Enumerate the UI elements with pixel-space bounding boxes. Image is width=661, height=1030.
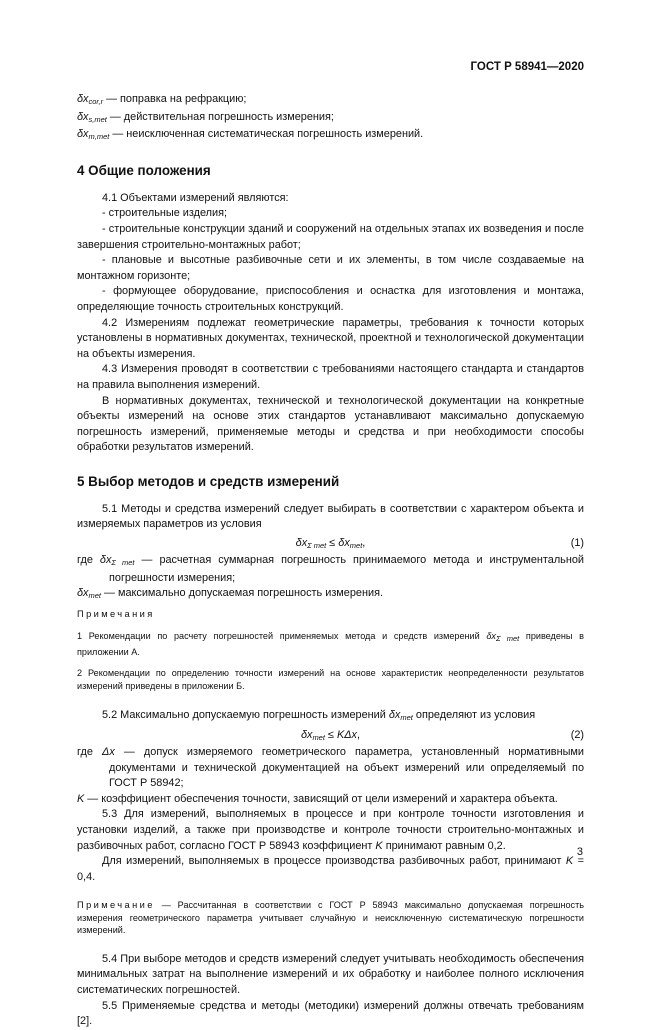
- formula-punct: ,: [357, 729, 361, 742]
- where-word: где: [77, 554, 100, 567]
- section-5-body: [77, 502, 584, 1030]
- paragraph-5-3-b: [77, 854, 584, 885]
- symbol: δx: [77, 128, 89, 141]
- paragraph-text: принимают равным 0,2.: [382, 839, 506, 852]
- definition-text: — коэффициент обеспечения точности, зависящий от цели измерений и характера объекта.: [84, 792, 558, 805]
- document-body: [77, 92, 584, 1030]
- paragraph-5-1: 5.1 Методы и средства измерений следует выбирать в соответствии с характером объекта и измеряемых параметров из условия: [77, 502, 584, 531]
- symbol: K: [565, 855, 574, 868]
- formula-2-expression: [301, 729, 360, 741]
- note-text: — Рассчитанная в соответствии с ГОСТ Р 58943 максимально допускаемая погрешность измерения геометрического параметра учитывает случайную и неисключенную систематическую погрешности измерений.: [77, 899, 584, 936]
- where-1-b: [77, 586, 584, 604]
- definition-text: — неисключенная систематическая погрешность измерений.: [109, 128, 424, 141]
- definition-text: — поправка на рефракцию;: [103, 93, 247, 105]
- paragraph-5-4: 5.4 При выборе методов и средств измерений следует учитывать необходимость обеспечения минимальных затрат на выполнение измерений и их обработку и наиболее полного исключения систематических погрешностей.: [77, 952, 584, 996]
- paragraph-5-2: [77, 708, 584, 726]
- symbol-subscript: met: [88, 591, 102, 601]
- note-text: 1 Рекомендации по расчету погрешностей применяемых метода и средств измерений: [77, 630, 487, 641]
- paragraph-text: 5.2 Максимально допускаемую погрешность измерений: [102, 708, 389, 721]
- formula-symbol: δx: [300, 729, 313, 742]
- note-text: приведены в приложении А.: [77, 630, 584, 657]
- formula-operator: ≤: [324, 729, 337, 742]
- definition-cor-r: [77, 92, 584, 110]
- note-1: [77, 630, 584, 658]
- formula-2: [77, 725, 584, 745]
- symbol-subscript: Σ met: [495, 633, 520, 643]
- symbol: δx: [77, 110, 89, 123]
- symbol-subscript: cor,r: [88, 97, 104, 106]
- standard-code-header: ГОСТ Р 58941—2020: [470, 61, 584, 73]
- formula-symbol: Δx: [344, 729, 358, 742]
- note-2: 2 Рекомендации по определению точности измерений на основе характеристик неопределенности результатов измерений приведены в приложении Б.: [77, 668, 584, 691]
- paragraph-5-3: [77, 807, 584, 854]
- formula-1-expression: [296, 537, 366, 549]
- paragraph-text: определяют из условия: [412, 708, 536, 721]
- where-2-b: [77, 792, 584, 808]
- section-4-heading: 4 Общие положения: [77, 162, 211, 178]
- where-word: где: [77, 746, 103, 759]
- formula-symbol: δx: [295, 537, 308, 550]
- definition-text: — максимально допускаемая погрешность измерения.: [101, 587, 383, 600]
- formula-operator: ≤ δx: [326, 537, 350, 550]
- formula-1: [77, 533, 584, 553]
- symbol-subscript: m,met: [88, 132, 110, 142]
- list-item: - формующее оборудование, приспособления и оснастка для изготовления и монтажа, определяющие точность строительных конструкций.: [77, 285, 584, 313]
- paragraph-text: 5.3 Для измерений, выполняемых в процессе и при контроле точности изготовления и установки изделий, а также при производстве и контроле точности строительно-монтажных и разбивочных работ, согласно ГОСТ Р 58943 коэффициент: [77, 808, 584, 852]
- definition-text: — допуск измеряемого геометрического параметра, установленный нормативными документами и технической документацией на объект измерений или определяемый по ГОСТ Р 58942;: [109, 746, 584, 790]
- symbol: δx: [486, 630, 496, 641]
- paragraph-4-2: 4.2 Измерениям подлежат геометрические параметры, требования к точности которых установлены в нормативных документах, технической, проектной и технологической документации на объекты измерения.: [77, 316, 584, 360]
- where-1-a: [77, 553, 584, 586]
- formula-1-number: (1): [570, 537, 584, 550]
- note-heading: Примечание: [77, 899, 155, 910]
- symbol: δx: [99, 554, 112, 567]
- note-3: [77, 899, 584, 937]
- definition-text: — расчетная суммарная погрешность принимаемого метода и инструментальной погрешности измерения;: [109, 554, 585, 584]
- formula-subscript: met: [349, 541, 363, 551]
- definition-text: — действительная погрешность измерения;: [106, 110, 334, 123]
- paragraph-4-3: 4.3 Измерения проводят в соответствии с требованиями настоящего стандарта и стандартов на правила выполнения измерений.: [77, 363, 584, 391]
- symbol: K: [375, 839, 383, 852]
- symbol: δx: [77, 93, 89, 105]
- notes-heading: Примечания: [77, 608, 155, 619]
- paragraph-text: = 0,4.: [77, 855, 585, 883]
- formula-subscript: met: [312, 733, 325, 743]
- formula-2-number: (2): [570, 729, 584, 742]
- definitions-top: [77, 92, 584, 145]
- list-item: - строительные изделия;: [102, 207, 228, 220]
- paragraph-4-1: 4.1 Объектами измерений являются:: [102, 191, 289, 204]
- symbol: Δx: [102, 746, 115, 759]
- section-5-heading: 5 Выбор методов и средств измерений: [77, 473, 340, 489]
- list-item: - строительные конструкции зданий и сооружений на отдельных этапах их возведения и после завершения строительно-монтажных работ;: [77, 222, 584, 251]
- paragraph-4-4: В нормативных документах, технической и технологической документации на конкретные объекты измерений на основе этих стандартов устанавливают максимально допускаемую погрешность измерений, применяемые методы и средства и при необходимости способы обработки результатов измерений.: [77, 394, 584, 454]
- symbol-subscript: met: [400, 712, 413, 722]
- symbol: δx: [77, 587, 89, 600]
- symbol-subscript: s,met: [88, 114, 107, 124]
- paragraph-text: Для измерений, выполняемых в процессе производства разбивочных работ, принимают: [102, 855, 566, 868]
- section-4-body: [77, 191, 584, 456]
- formula-punct: ,: [362, 537, 366, 550]
- paragraph-5-5: 5.5 Применяемые средства и методы (методики) измерений должны отвечать требованиям [2].: [77, 999, 584, 1028]
- definition-m-met: [77, 127, 584, 145]
- symbol: δx: [388, 708, 401, 721]
- definition-s-met: [77, 110, 584, 128]
- page-number: 3: [576, 846, 583, 858]
- where-2-a: [77, 745, 584, 792]
- symbol-subscript: Σ met: [111, 558, 135, 568]
- formula-subscript: Σ met: [307, 541, 327, 551]
- formula-symbol: K: [336, 729, 345, 742]
- list-item: - плановые и высотные разбивочные сети и их элементы, в том числе создаваемые на монтажном горизонте;: [77, 254, 584, 282]
- symbol: K: [77, 792, 85, 805]
